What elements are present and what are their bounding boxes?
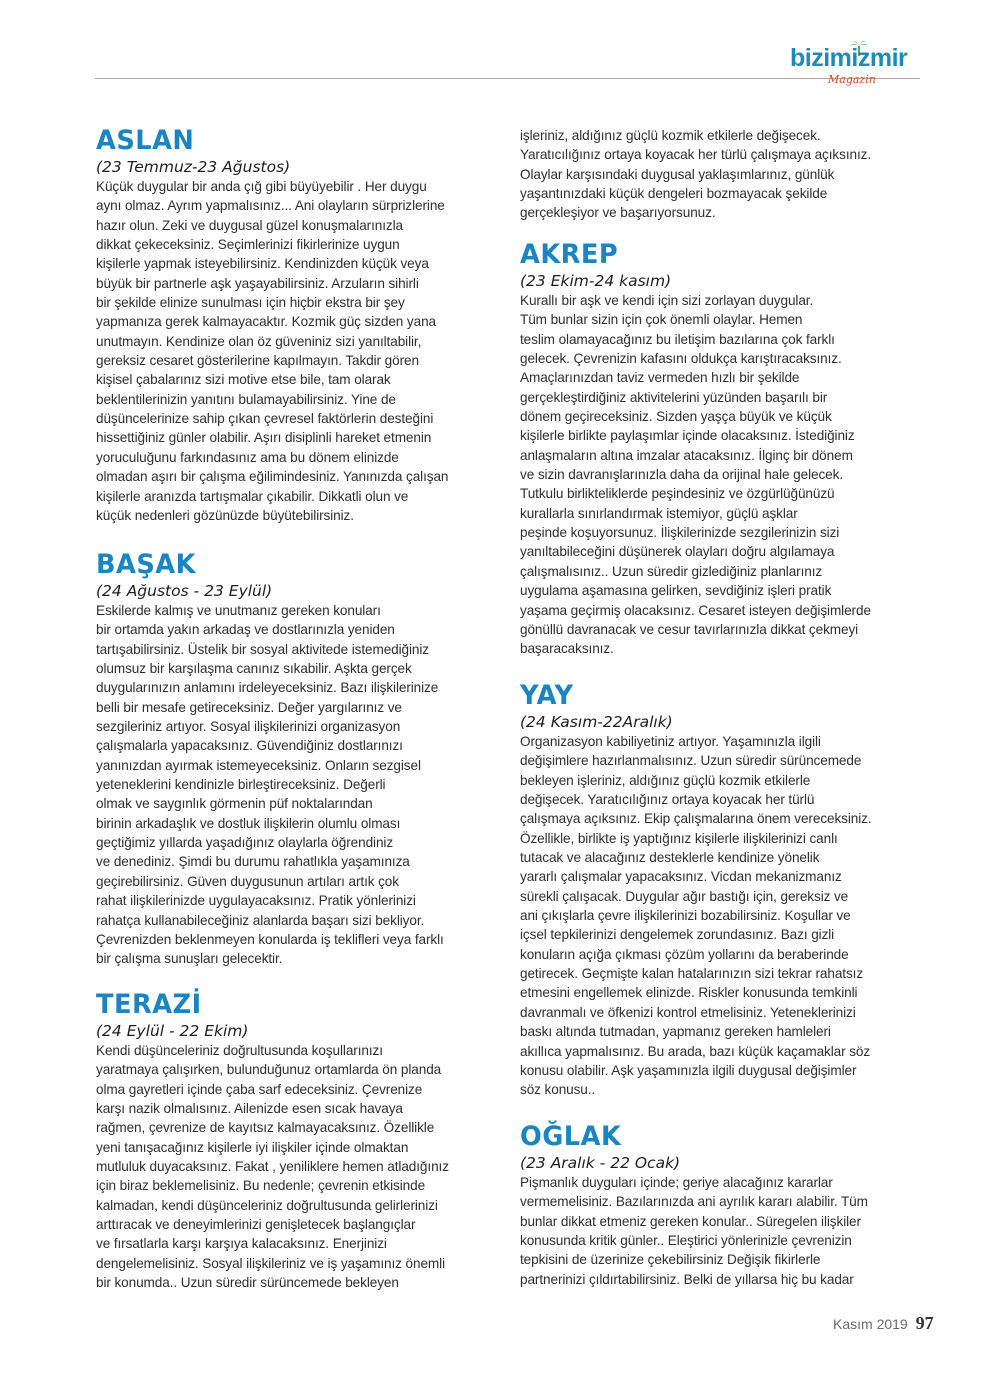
sign-text: Küçük duygular bir anda çığ gibi büyüyebilir . Her duygu aynı olmaz. Ayrım yapmalısınız... Ani olayların sürprizlerine hazır olun. Zeki ve duygusal güzel konuşmalarınızla dikkat çekeceksiniz. Seçimlerinizi fikirlerinize uygun kişilerle yapmak isteyebilirsiniz. Kendinizden küçük veya büyük bir partnerle aşk yaşayabilirsiniz. Arzuların sihirli bir şekilde elinize sunulması için hiçbir ekstra bir şey yapmanıza gerek kalmayacaktır. Kozmik güç sizden yana unutmayın. Kendinize olan öz güveniniz sizi yanıltabilir, gereksiz cesaret gösterilerine kapılmayın. Takdir gören kişisel çabalarınız sizi motive etse bile, tam olarak beklentilerinizin yanıtını bulamayabilirsiniz. Yine de düşüncelerinize sahip çıkan çevresel faktörlerin desteğini hissettiğiniz günler olabilir. Aşırı disiplinli hareket etmenin yoruculuğunu farkındasınız ama bu dönem elinizde olmadan aşırı bir çalışma eğilimindesiniz. Yanınızda çalışan kişilerle aranızda tartışmalar çıkabilir. Dikkatli olun ve küçük nedenleri gözünüzde büyütebilirsiniz. xyxy=(96,179,449,523)
sign-title: OĞLAK xyxy=(520,1121,622,1152)
sign-dates: (24 Ağustos - 23 Eylül) xyxy=(96,582,273,600)
palm-tree-icon xyxy=(849,40,869,56)
sign-dates: (23 Temmuz-23 Ağustos) xyxy=(96,158,291,176)
sign-text: Organizasyon kabiliyetiniz artıyor. Yaşamınızla ilgili değişimlere hazırlanmalısınız. Uzun süredir sürüncemede bekleyen işleriniz, aldığınız güçlü kozmik etkilerle değişecek. Yaratıcılığınız ortaya koyacak her türlü çalışmaya açıksınız. Ekip çalışmalarına önem vereceksiniz. Özellikle, birlikte iş yaptığınız kişilerle ilişkilerinizi canlı tutacak ve alacağınız desteklerle kendinize yönelik yararlı çalışmalar yapacaksınız. Vicdan mekanizmanız sürekli çalışacak. Duygular ağır bastığı için, gereksiz ve ani çıkışlarla çevre ilişkilerinizi bozabilirsiniz. Koşullar ve içsel tepkilerinizi dengelemek zorundasınız. Bazı gizli konuların açığa çıkması çözüm yollarını da beraberinde getirecek. Geçmişte kalan hatalarınızın sizi tekrar rahatsız etmesini engellemek elinizde. Riskler konusunda temkinli davranmalı ve öfkenizi kontrol etmelisiniz. Yeteneklerinizi baskı altında tutmadan, yapmanız gereken hamleleri akıllıca yapmalısınız. Bu arada, bazı küçük kaçamaklar söz konusu olabilir. Aşk yaşamınızla ilgili duygusal değişimler söz konusu.. xyxy=(520,734,872,1098)
page-footer xyxy=(833,1313,934,1334)
horoscope-basak xyxy=(96,550,496,969)
horoscope-terazi xyxy=(96,990,496,1292)
sign-dates: (23 Aralık - 22 Ocak) xyxy=(520,1154,681,1172)
sign-text: Pişmanlık duyguları içinde; geriye alacağınız kararlar vermemelisiniz. Bazılarınızda ani ayrılık kararı alabilir. Tüm bunlar dikkat etmeniz gereken konular.. Süregelen ilişkiler konusunda kritik günler.. Eleştirici yönlerinizle çevrenizin tepkisini de üzerinize çekebilirsiniz Değişik fikirlerle partnerinizi çıldırtabilirsiniz. Belki de yıllarsa hiç bu kadar xyxy=(520,1175,868,1287)
sign-title: YAY xyxy=(520,680,574,711)
horoscope-akrep xyxy=(520,240,920,659)
horoscope-aslan xyxy=(96,126,496,525)
horoscope-oglak xyxy=(520,1122,920,1289)
sign-title: ASLAN xyxy=(96,125,195,156)
issue-date: Kasım 2019 xyxy=(833,1316,908,1332)
sign-title: BAŞAK xyxy=(96,549,196,580)
sign-dates: (23 Ekim-24 kasım) xyxy=(520,272,672,290)
sign-text: Kendi düşünceleriniz doğrultusunda koşullarınızı yaratmaya çalışırken, bulunduğunuz ortamlarda ön planda olma gayretleri içinde çaba sarf edeceksiniz. Çevrenize karşı nazik olmalısınız. Ailenizde esen sıcak havaya rağmen, çevrenize de kayıtsız kalmayacaksınız. Özellikle yeni tanışacağınız kişilerle iyi ilişkiler içinde olmaktan mutluluk duyacaksınız. Fakat , yeniliklere hemen atladığınız için biraz beklemelisiniz. Bu nedenle; çevrenin etkisinde kalmadan, kendi düşünceleriniz doğrultusunda gelirlerinizi arttıracak ve deneyimlerinizi genişletecek başlangıçlar ve fırsatlarla karşı karşıya kalacaksınız. Enerjinizi dengelemelisiniz. Sosyal ilişkileriniz ve iş yaşamınız önemli bir konumda.. Uzun süredir sürüncemede bekleyen xyxy=(96,1043,449,1291)
sign-title: TERAZİ xyxy=(96,989,202,1020)
horoscope-terazi-continued xyxy=(520,126,920,223)
sign-dates: (24 Eylül - 22 Ekim) xyxy=(96,1022,249,1040)
logo-subtitle: Magazin xyxy=(828,73,876,86)
sign-text: Kurallı bir aşk ve kendi için sizi zorlayan duygular. Tüm bunlar sizin için çok önemli olaylar. Hemen teslim olamayacağınız bu iletişim bazılarına çok farklı gelecek. Çevrenizin kafasını oldukça karıştıracaksınız. Amaçlarınızdan taviz vermeden hızlı bir şekilde gerçekleştirdiğiniz aktivitelerini yüzünden başarılı bir dönem geçireceksiniz. Sizden yaşça büyük ve küçük kişilerle birlikte paylaşımlar içinde olacaksınız. İstediğiniz anlaşmaların altına imzalar atacaksınız. İlginç bir dönem ve sizin davranışlarınızla daha da orijinal hale gelecek. Tutkulu birlikteliklerde peşindesiniz ve özgürlüğünüzü kurallarla sınırlandırmak istemiyor, güçlü aşklar peşinde koşuyorsunuz. İlişkilerinizde sezgilerinizin sizi yanıltabileceğini düşünerek olayları doğru algılamaya çalışmalısınız.. Uzun süredir gizlediğiniz planlarınız uygulama aşamasına gelirken, sevdiğiniz işleri pratik yaşama geçirmiş olacaksınız. Cesaret isteyen değişimlerde gönüllü davranacak ve cesur tavırlarınızla dikkat çekmeyi başaracaksınız. xyxy=(520,293,871,657)
sign-title: AKREP xyxy=(520,239,619,270)
magazine-logo xyxy=(790,44,930,94)
sign-text: işleriniz, aldığınız güçlü kozmik etkilerle değişecek. Yaratıcılığınız ortaya koyacak her türlü çalışmaya açıksınız. Olaylar karşısındaki duygusal yaklaşımlarınız, günlük yaşantınızdaki küçük dengeleri bozmayacak şekilde gerçekleşiyor ve başarıyorsunuz. xyxy=(520,128,872,221)
page-number: 97 xyxy=(915,1313,934,1333)
logo-text: bizimizmir xyxy=(790,44,908,72)
sign-text: Eskilerde kalmış ve unutmanız gereken konuları bir ortamda yakın arkadaş ve dostlarınızla yeniden tartışabilirsiniz. Üstelik bir sosyal aktivitede istemediğiniz olumsuz bir karşılaşma canınız sıkabilir. Aşkta gerçek duygularınızın anlamını irdeleyeceksiniz. Bazı ilişkilerinize belli bir mesafe getireceksiniz. Değer yargılarınız ve sezgileriniz artıyor. Sosyal ilişkilerinizi organizasyon çalışmalarla yapacaksınız. Güvendiğiniz dostlarınızı yanınızdan ayırmak istemeyeceksiniz. Onların sezgisel yeteneklerini kendinizle birleştireceksiniz. Değerli olmak ve saygınlık görmenin püf noktalarından birinin arkadaşlık ve dostluk ilişkilerin olumlu olması geçtiğimiz yıllarda yaşadığınız olaylarla öğrendiniz ve denediniz. Şimdi bu durumu rahatlıkla yaşamınıza geçirebilirsiniz. Güven duygusunun artıları artık çok rahat ilişkilerinizde uygulayacaksınız. Pratik yönlerinizi rahatça kullanabileceğiniz alanlarda başarı sizi bekliyor. Çevrenizden beklenmeyen konularda iş teklifleri veya farklı bir çalışma sunuşları gelecektir. xyxy=(96,603,444,967)
sign-dates: (24 Kasım-22Aralık) xyxy=(520,713,673,731)
horoscope-yay xyxy=(520,681,920,1100)
